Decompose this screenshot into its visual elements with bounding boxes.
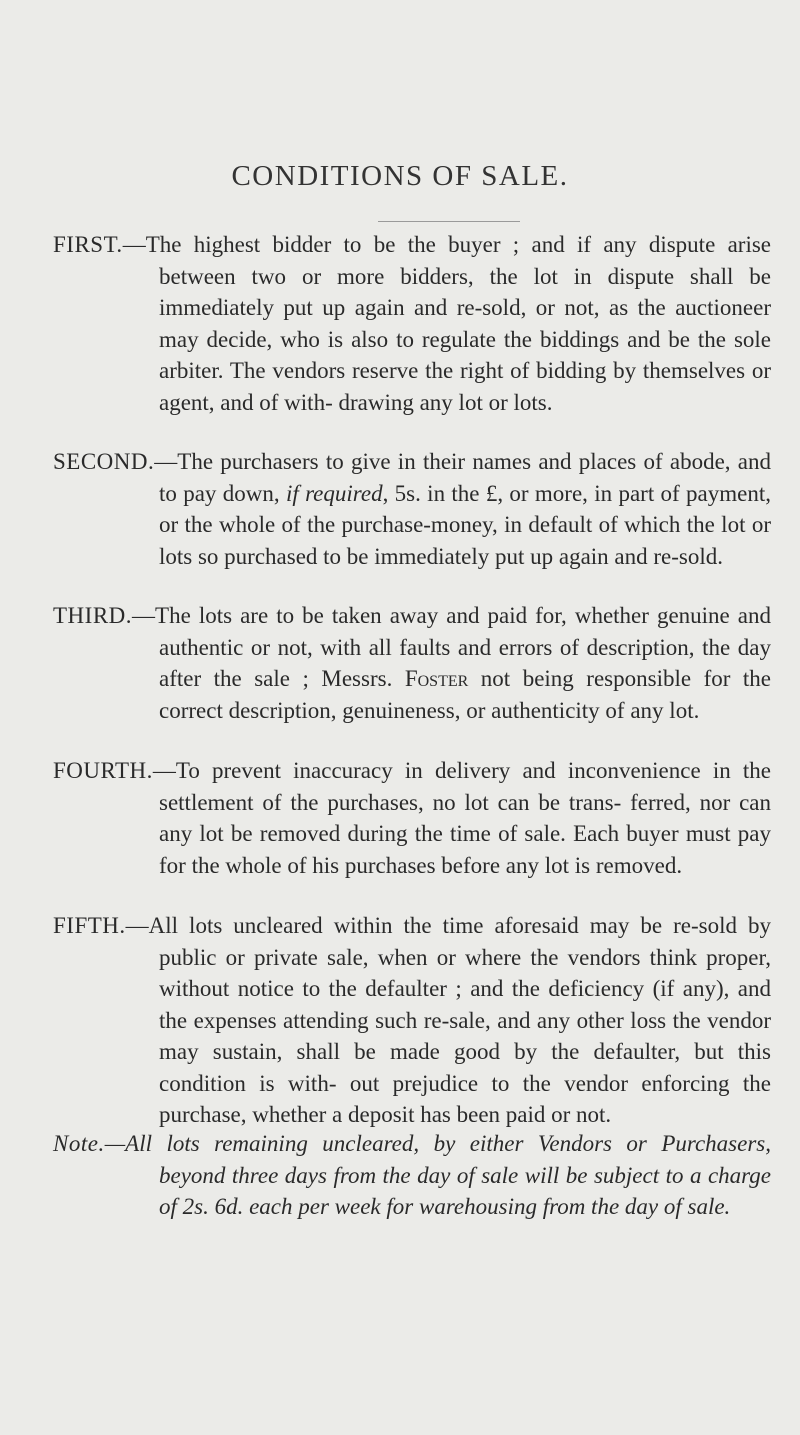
- condition-label: FOURTH.: [53, 758, 153, 783]
- auctioneer-name: Foster: [404, 666, 469, 691]
- condition-first: [53, 229, 771, 418]
- condition-text: not being responsible for the correct description, genuineness, or authenticity of any lot.: [159, 666, 771, 723]
- condition-third: [53, 600, 771, 726]
- condition-fourth: [53, 755, 771, 881]
- condition-text: —The purchasers to give in their names and places of abode, and to pay down,: [154, 449, 771, 506]
- condition-text: —To prevent inaccuracy in delivery and inconvenience in the settlement of the purchases, no lot can be trans- ferred, nor can any lot be removed during the time of sale. Each buyer must pay for the whole of his purchases before any lot is removed.: [152, 758, 771, 878]
- condition-text: —The lots are to be taken away and paid for, whether genuine and authentic or not, with all faults and errors of description, the day after the sale ; Messrs.: [132, 603, 771, 691]
- title-divider: [378, 221, 520, 222]
- condition-label: SECOND.: [53, 449, 155, 474]
- condition-fifth: [53, 910, 771, 1131]
- condition-label: THIRD.: [53, 603, 133, 628]
- sale-note: [53, 1128, 771, 1223]
- note-label: Note.: [53, 1131, 105, 1156]
- page-title: CONDITIONS OF SALE.: [231, 160, 569, 192]
- condition-text: —All lots uncleared within the time aforesaid may be re-sold by public or private sale, when or where the vendors think proper, without notice to the defaulter ; and the deficiency (if any), and the expenses attending such re-sale, and any other loss the vendor may sustain, shall be made good by the defaulter, but this condition is with- out prejudice to the vendor enforcing the purchase, whether a deposit has been paid or not.: [125, 913, 771, 1127]
- condition-label: FIRST.: [53, 232, 123, 257]
- condition-second: [53, 446, 771, 572]
- condition-label: FIFTH.: [53, 913, 126, 938]
- condition-text: —The highest bidder to be the buyer ; and if any dispute arise between two or more bidders, the lot in dispute shall be immediately put up again and re-sold, or not, as the auctioneer may decide, who is also to regulate the biddings and be the sole arbiter. The vendors reserve the right of bidding by themselves or agent, and of with- drawing any lot or lots.: [122, 232, 771, 415]
- condition-text-italic: if required: [285, 480, 383, 506]
- note-text: —All lots remaining uncleared, by either Vendors or Purchasers, beyond three days from the day of sale will be subject to a charge of 2s. 6d. each per week for warehousing from the day of sale.: [104, 1131, 771, 1219]
- condition-text: , 5s. in the £, or more, in part of payment, or the whole of the purchase-money, in default of which the lot or lots so purchased to be immediately put up again and re-sold.: [159, 480, 771, 569]
